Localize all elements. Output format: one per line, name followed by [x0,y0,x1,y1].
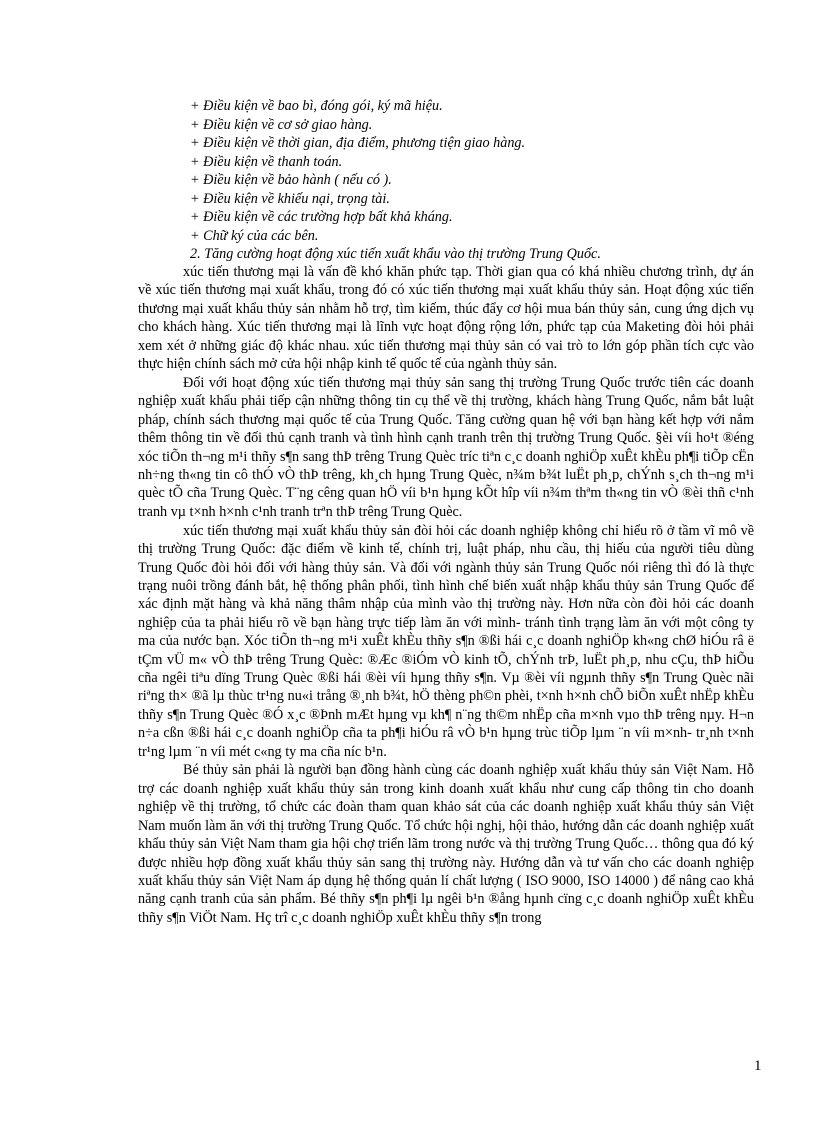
list-item: + Điều kiện về khiếu nại, trọng tài. [190,190,390,207]
paragraph: Bé thủy sản phải là người bạn đồng hành cùng các doanh nghiệp xuất khẩu thủy sản Việt Nam. Hỗ trợ các doanh nghiệp xuất khẩu thủy sản trong kinh doanh xuất khẩu như cung cấp thông tin cho doanh nghiệp về thị trường, tổ chức các đoàn tham quan khảo sát của các doanh nghiệp xuất khẩu thủy sản Việt Nam muốn làm ăn với thị trường Trung Quốc. Tổ chức hội nghị, hội thảo, hướng dẫn các doanh nghiệp xuất khẩu thủy sản Việt Nam tham gia hội chợ triển lãm trong nước và thị trường Trung Quốc… thông qua đó ký được nhiều hợp đồng xuất khẩu thủy sản sang thị trường này. Hướng dẫn và tư vấn cho các doanh nghiệp xuất khẩu thủy sản Việt Nam áp dụng hệ thống quản lí chất lượng ( ISO 9000, ISO 14000 ) để nâng cao khả năng cạnh tranh của sản phẩm. Bé thñy s¶n ph¶i lµ ngêi b¹n ®ång hµnh cïng c¸c doanh nghiÖp xuÊt khÈu thñy s¶n ViÖt Nam. Hç trî c¸c doanh nghiÖp xuÊt khÈu thñy s¶n trong [138,762,754,926]
list-item: + Điều kiện về các trường hợp bất khả kháng. [190,209,453,225]
body-text [138,263,754,927]
conditions-list [190,97,750,264]
section-heading: 2. Tăng cường hoạt động xúc tiến xuất khẩu vào thị trường Trung Quốc. [190,246,601,262]
list-item: + Điều kiện về cơ sở giao hàng. [190,116,373,133]
list-item: + Điều kiện về thời gian, địa điểm, phương tiện giao hàng. [190,135,526,151]
page-number: 1 [754,1058,762,1074]
list-item: + Chữ ký của các bên. [190,227,319,244]
list-item: + Điều kiện về bảo hành ( nếu có ). [190,172,392,188]
paragraph: xúc tiến thương mại là vấn đề khó khăn phức tạp. Thời gian qua có khá nhiều chương trình, dự án về xúc tiến thương mại xuất khẩu, trong đó có xúc tiến thương mại xuất khẩu thủy sản. Hoạt động xúc tiến thương mại xuất khẩu thủy sản nhằm hỗ trợ, tìm kiếm, thúc đẩy cơ hội mua bán thủy sản, cung ứng dịch vụ cho khách hàng. Xúc tiến thương mại là lĩnh vực hoạt động rộng lớn, phức tạp của Maketing đòi hỏi phải xem xét ở những giác độ khác nhau. xúc tiến thương mại thủy sản có vai trò to lớn góp phần tích cực vào thực hiện chính sách mở cửa hội nhập kinh tế quốc tế của ngành thủy sản. [138,264,754,373]
paragraph: Đối với hoạt động xúc tiến thương mại thủy sản sang thị trường Trung Quốc trước tiên các doanh nghiệp xuất khẩu phải tiếp cận những thông tin cụ thể về thị trường, khách hàng Trung Quốc, nắm bắt luật pháp, chính sách thương mại quốc tế của Trung Quốc. Tăng cường quan hệ với bạn hàng kết hợp với nắm thêm thông tin về đối thủ cạnh tranh và tình hình cạnh tranh trên thị trường Trung Quốc. §èi víi ho¹t ®éng xóc tiÕn th¬ng m¹i thñy s¶n sang thÞ trêng Trung Quèc tríc tiªn c¸c doanh nghiÖp xuÊt khÈu ph¶i tiÕp cËn nh÷ng th«ng tin cô thÓ vÒ thÞ trêng, kh¸ch hµng Trung Quèc, n¾m b¾t luËt ph¸p, chÝnh s¸ch th¬ng m¹i quèc tÕ cña Trung Quèc. T¨ng cêng quan hÖ víi b¹n hµng kÕt hîp víi n¾m thªm th«ng tin vÒ ®èi thñ c¹nh tranh vµ t×nh h×nh c¹nh tranh trªn thÞ trêng Trung Quèc. [138,374,754,520]
list-item: + Điều kiện về bao bì, đóng gói, ký mã hiệu. [190,98,443,114]
paragraph: xúc tiến thương mại xuất khẩu thủy sản đòi hỏi các doanh nghiệp không chỉ hiểu rõ ở tầm vĩ mô về thị trường Trung Quốc: đặc điểm về kinh tế, chính trị, luật pháp, nhu cầu, thị hiếu của người tiêu dùng Trung Quốc đòi hỏi đối với hàng thủy sản. Và đối với ngành thủy sản Trung Quốc nói riêng thì đó là thực trạng nuôi trồng đánh bắt, hệ thống phân phối, tình hình chế biến xuất nhập khẩu thủy sản Trung Quốc để xác định mặt hàng và khả năng thâm nhập của mình vào thị trường này. Hơn nữa còn đòi hỏi các doanh nghiệp của ta phải hiểu rõ về bạn hàng trực tiếp làm ăn với mình- tránh tình trạng làm ăn với một công ty ma của nước bạn. Xóc tiÕn th¬ng m¹i xuÊt khÈu thñy s¶n ®ßi hái c¸c doanh nghiÖp kh«ng chØ hiÓu râ ë tÇm vÜ m« vÒ thÞ trêng Trung Quèc: ®Æc ®iÓm vÒ kinh tÕ, chÝnh trÞ, luËt ph¸p, nhu cÇu, thÞ hiÕu cña ngêi tiªu dïng Trung Quèc ®ßi hái ®èi víi hµng thñy s¶n. Vµ ®èi víi ngµnh thñy s¶n Trung Quèc nãi riªng th× ®ã lµ thùc tr¹ng nu«i trång ®¸nh b¾t, hÖ thèng ph©n phèi, t×nh h×nh chÕ biÕn xuÊt nhËp khÈu thñy s¶n Trung Quèc ®Ó x¸c ®Þnh mÆt hµng vµ kh¶ n¨ng th©m nhËp cña m×nh vµo thÞ trêng nµy. H¬n n÷a cßn ®ßi hái c¸c doanh nghiÖp cña ta ph¶i hiÓu râ vÒ b¹n hµng trùc tiÕp lµm ¨n víi m×nh- tr¸nh t×nh tr¹ng lµm ¨n víi mét c«ng ty ma cña níc b¹n. [138,522,754,760]
list-item: + Điều kiện về thanh toán. [190,153,343,170]
